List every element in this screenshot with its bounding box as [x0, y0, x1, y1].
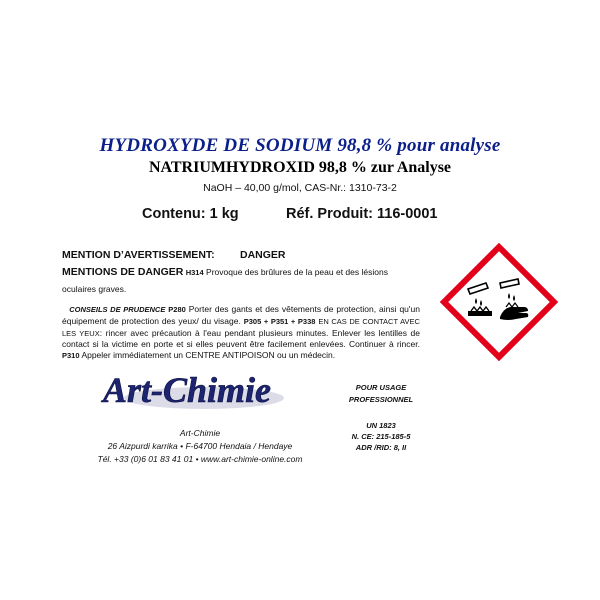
adr-rid: ADR /RID: 8, II	[355, 443, 407, 453]
usage-block	[326, 382, 436, 405]
ce-number: N. CE: 215-185-5	[351, 432, 411, 442]
hazard-statements	[62, 264, 422, 298]
ref-produit: Réf. Produit: 116-0001	[286, 206, 438, 222]
art-chimie-logo	[84, 366, 289, 422]
title-fr: HYDROXYDE DE SODIUM 98,8 % pour analyse	[99, 135, 501, 156]
usage-line1: POUR USAGE	[355, 383, 407, 392]
company-contact: Tél. +33 (0)6 01 83 41 01 • www.art-chimie-online.com	[97, 453, 303, 464]
contenu: Contenu: 1 kg	[142, 206, 239, 222]
usage-line2: PROFESSIONNEL	[348, 394, 414, 404]
logo-text: Art-Chimie	[102, 370, 272, 410]
mention-label: MENTION D’AVERTISSEMENT:	[62, 249, 215, 261]
company-address: 26 Aizpurdi karrika • F-64700 Hendaia / Hendaye	[107, 440, 293, 451]
corrosive-ghs05-icon	[440, 243, 558, 361]
company-block	[60, 427, 340, 465]
precautionary-statements	[62, 304, 420, 362]
p310-code: P310	[62, 351, 80, 361]
mention-value: DANGER	[240, 249, 286, 261]
p280-text: Porter des gants et des vêtements de protection, ainsi qu'un équipement de protection des yeux/ du visage.	[62, 304, 420, 326]
p305-lead: EN CAS DE CONTACT AVEC LES YEUX	[62, 316, 420, 338]
p280-code: P280	[168, 305, 186, 314]
p305-code: P305 + P351 + P338	[243, 316, 316, 326]
mentions-danger-label: MENTIONS DE DANGER	[62, 266, 184, 278]
un-number: UN 1823	[366, 421, 396, 430]
p310-text: Appeler immédiatement un CENTRE ANTIPOISON ou un médecin.	[81, 350, 336, 361]
h314-text: Provoque des brûlures de la peau et des lésions oculaires graves.	[62, 267, 388, 294]
title-de: NATRIUMHYDROXID 98,8 % zur Analyse	[148, 159, 452, 176]
company-name: Art-Chimie	[179, 428, 221, 438]
formula-line: NaOH – 40,00 g/mol, CAS-Nr.: 1310-73-2	[203, 182, 397, 194]
conseils-label: CONSEILS DE PRUDENCE	[69, 305, 166, 314]
h314-code: H314	[185, 268, 204, 277]
transport-block	[326, 420, 436, 454]
p305-text: : rincer avec précaution à l'eau pendant plusieurs minutes. Enlever les lentilles de contact si la victime en porte et si elles peuvent être facilement enlevées. Continuer à rincer.	[62, 327, 420, 350]
